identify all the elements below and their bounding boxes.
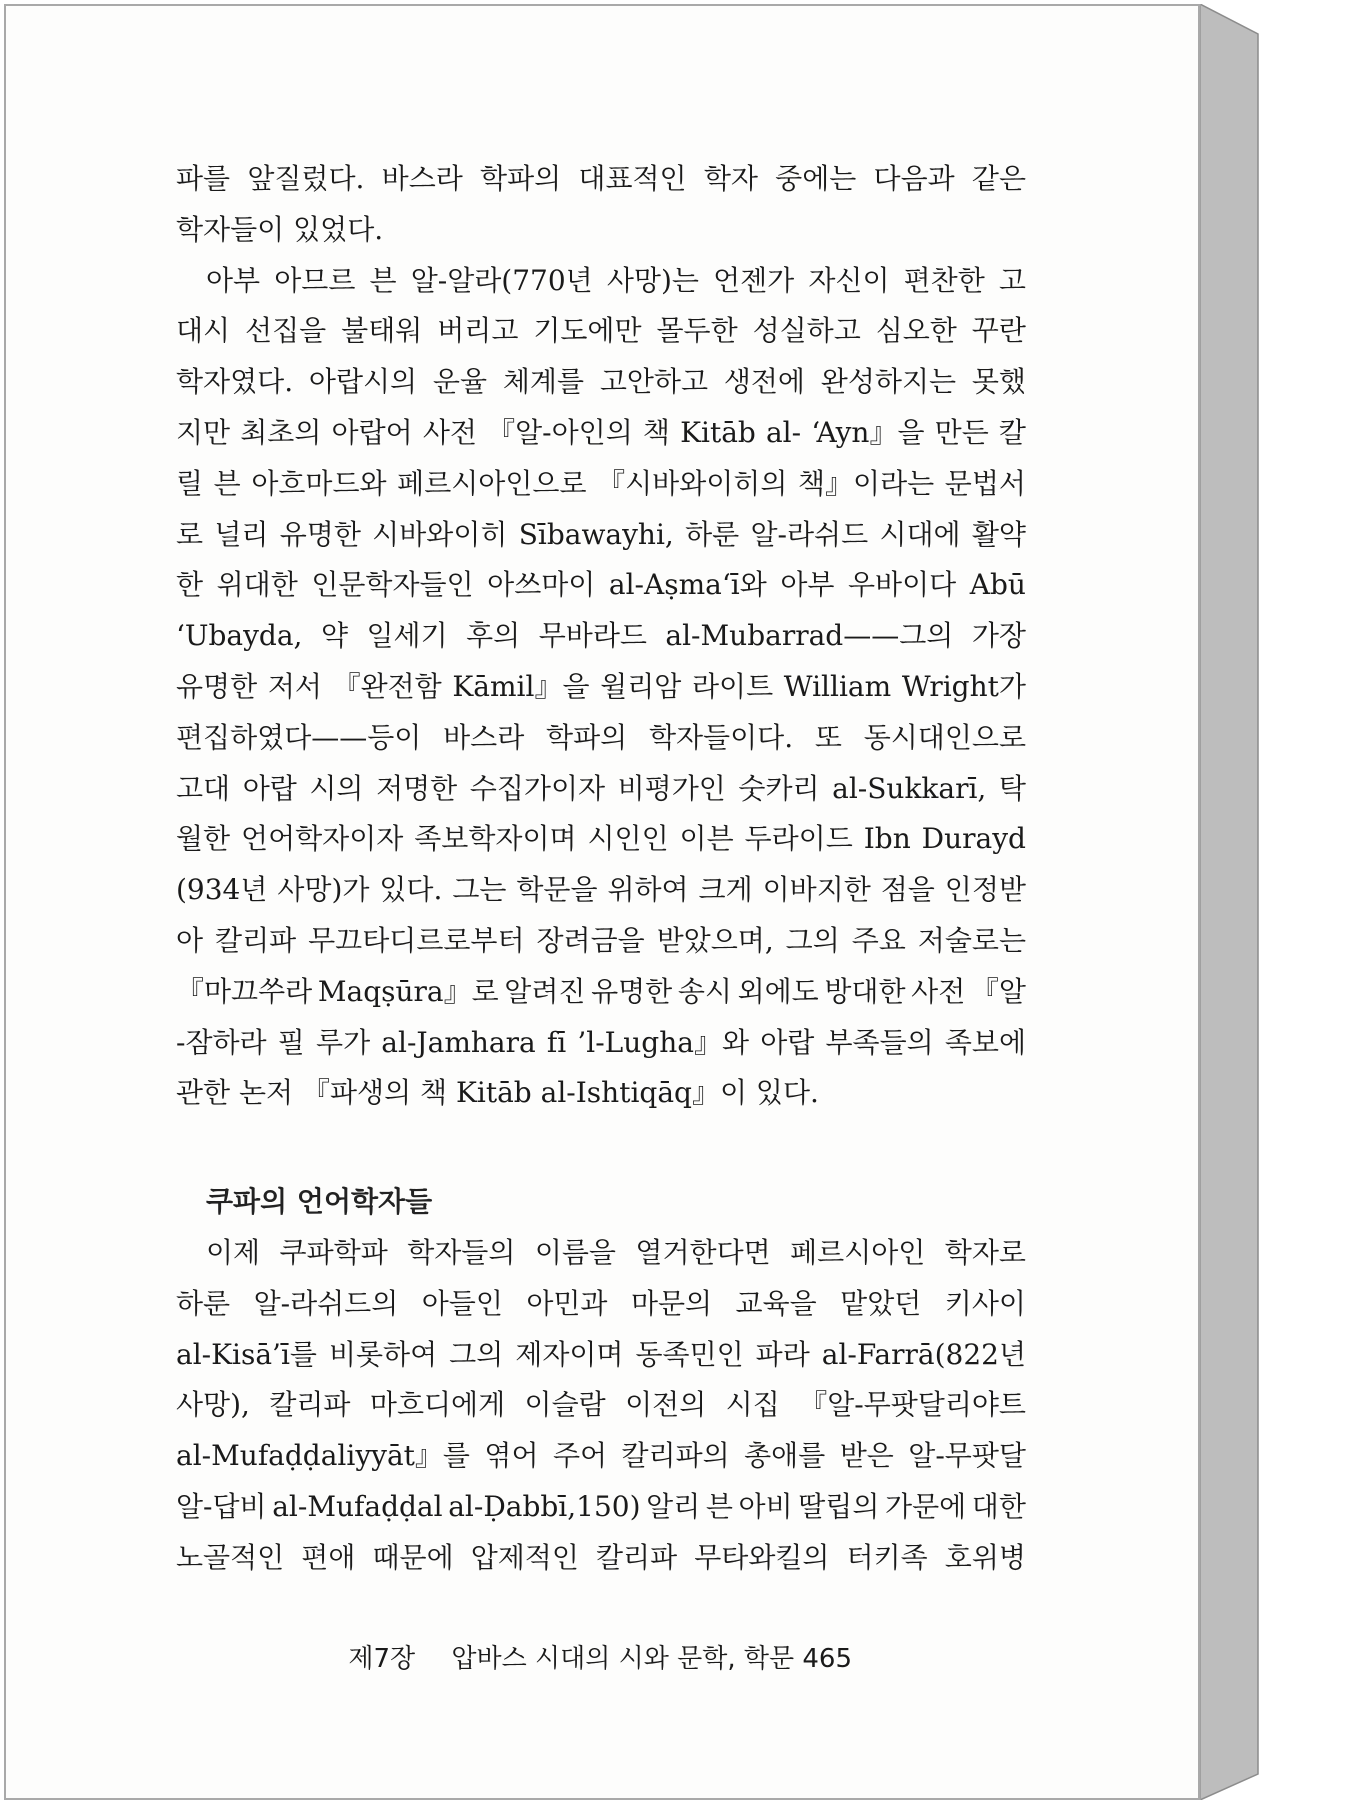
text-line: 지만 최초의 아랍어 사전 『알-아인의 책 Kitāb al- ‘Ayn』을 만든 칼 <box>176 415 1026 449</box>
text-line: 학자였다. 아랍시의 운율 체계를 고안하고 생전에 완성하지는 못했 <box>176 365 1026 399</box>
text-line: 릴 븐 아흐마드와 페르시아인으로 『시바와이히의 책』이라는 문법서 <box>176 466 1026 500</box>
text-line: 로 널리 유명한 시바와이히 Sībawayhi, 하룬 알-라쉬드 시대에 활약 <box>176 517 1026 551</box>
book-page <box>4 4 1200 1800</box>
text-line: 노골적인 편애 때문에 압제적인 칼리파 무타와킬의 터키족 호위병 <box>176 1540 1026 1574</box>
paragraph-basra <box>176 256 1026 1120</box>
page-number: 465 <box>802 1644 852 1674</box>
text-line: 아부 아므르 븐 알-알라(770년 사망)는 언젠가 자신이 편찬한 고 <box>206 263 1026 297</box>
section-heading: 쿠파의 언어학자들 <box>206 1185 433 1219</box>
section-spacer <box>176 1119 1026 1177</box>
chapter-title: 압바스 시대의 시와 문학, 학문 <box>451 1644 795 1674</box>
text-line: 이제 쿠파학파 학자들의 이름을 열거한다면 페르시아인 학자로 <box>206 1235 1026 1269</box>
text-line: -잠하라 필 루가 al-Jamhara fī ’l-Lugha』와 아랍 부족들의 족보에 <box>176 1025 1026 1059</box>
chapter-number: 제7장 <box>348 1644 416 1674</box>
text-line: 유명한 저서 『완전함 Kāmil』을 윌리암 라이트 William Wright가 <box>176 669 1026 703</box>
page-footer <box>348 1638 852 1675</box>
text-line: 관한 논저 『파생의 책 Kitāb al-Ishtiqāq』이 있다. <box>176 1076 819 1110</box>
paragraph-kufa <box>176 1228 1026 1584</box>
text-line: 『마끄쑤라 Maqṣūra』로 알려진 유명한 송시 외에도 방대한 사전 『알 <box>176 974 1026 1008</box>
text-line: ‘Ubayda, 약 일세기 후의 무바라드 al-Mubarrad——그의 가장 <box>176 619 1026 653</box>
text-line: 한 위대한 인문학자들인 아쓰마이 al-Aṣma‘ī와 아부 우바이다 Abū <box>176 568 1026 602</box>
text-line: 아 칼리파 무끄타디르로부터 장려금을 받았으며, 그의 주요 저술로는 <box>176 923 1026 957</box>
text-line: 사망), 칼리파 마흐디에게 이슬람 이전의 시집 『알-무팟달리야트 <box>176 1388 1026 1422</box>
text-line: 알-답비 al-Mufaḍḍal al-Ḍabbī,150) 알리 븐 아비 딸립의 가문에 대한 <box>176 1489 1026 1523</box>
book-spine-edge <box>1200 4 1260 1800</box>
text-line: 파를 앞질렀다. 바스라 학파의 대표적인 학자 중에는 다음과 같은 <box>176 162 1026 195</box>
text-line: al-Kisā’ī를 비롯하여 그의 제자이며 동족민인 파라 al-Farrā(822년 <box>176 1337 1026 1371</box>
text-line: (934년 사망)가 있다. 그는 학문을 위하여 크게 이바지한 점을 인정받 <box>176 873 1026 907</box>
text-line: 월한 언어학자이자 족보학자이며 시인인 이븐 두라이드 Ibn Durayd <box>176 822 1026 856</box>
text-line: 하룬 알-라쉬드의 아들인 아민과 마문의 교육을 맡았던 키사이 <box>176 1286 1026 1320</box>
body-text <box>176 154 1026 1584</box>
text-line: al-Mufaḍḍaliyyāt』를 엮어 주어 칼리파의 총애를 받은 알-무팟달 <box>176 1439 1026 1473</box>
text-line: 대시 선집을 불태워 버리고 기도에만 몰두한 성실하고 심오한 꾸란 <box>176 314 1026 348</box>
paragraph-intro <box>176 154 1026 256</box>
text-line: 고대 아랍 시의 저명한 수집가이자 비평가인 숫카리 al-Sukkarī, 탁 <box>176 771 1026 805</box>
text-line: 학자들이 있었다. <box>176 212 384 246</box>
text-line: 편집하였다——등이 바스라 학파의 학자들이다. 또 동시대인으로 <box>176 720 1026 754</box>
